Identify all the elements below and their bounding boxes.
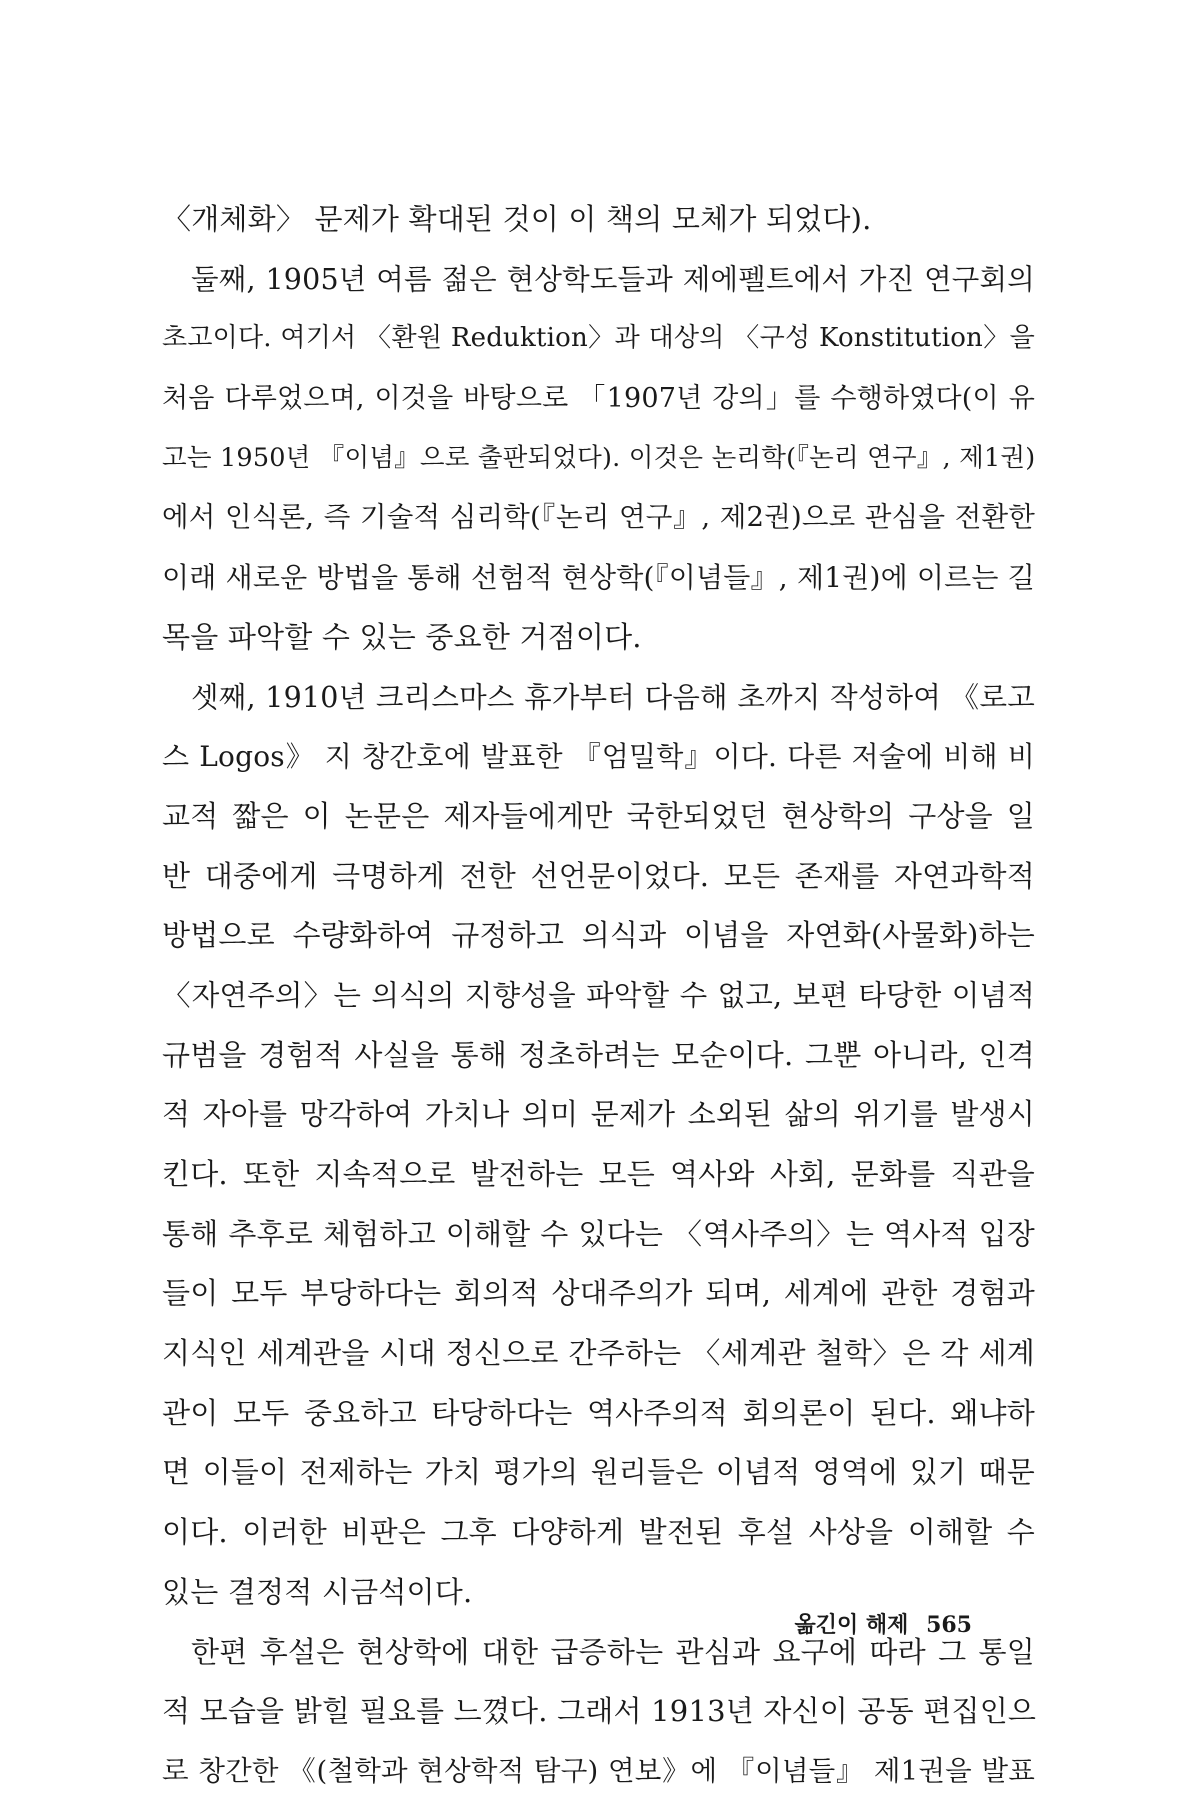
text-line: 둘째, 1905년 여름 젊은 현상학도들과 제에펠트에서 가진 연구회의 — [191, 262, 1035, 296]
text-line: 규범을 경험적 사실을 통해 정초하려는 모순이다. 그뿐 아니라, 인격 — [162, 1037, 1035, 1072]
body-text — [162, 190, 1035, 1802]
text-line: 고는 1950년 『이념』으로 출판되었다). 이것은 논리학(『논리 연구』, 제1권) — [162, 442, 1036, 473]
text-line: 킨다. 또한 지속적으로 발전하는 모든 역사와 사회, 문화를 직관을 — [162, 1157, 1035, 1191]
text-line: 방법으로 수량화하여 규정하고 의식과 이념을 자연화(사물화)하는 — [162, 918, 1035, 953]
text-line: 적 자아를 망각하여 가치나 의미 문제가 소외된 삶의 위기를 발생시 — [162, 1097, 1035, 1132]
text-line: 면 이들이 전제하는 가치 평가의 원리들은 이념적 영역에 있기 때문 — [162, 1455, 1035, 1490]
text-line: 초고이다. 여기서 〈환원 Reduktion〉과 대상의 〈구성 Konstitution〉을 — [162, 323, 1035, 354]
text-line: 에서 인식론, 즉 기술적 심리학(『논리 연구』, 제2권)으로 관심을 전환한 — [162, 501, 1035, 534]
page-number: 565 — [926, 1612, 972, 1638]
text-line: 관이 모두 중요하고 타당하다는 역사주의적 회의론이 된다. 왜냐하 — [162, 1395, 1035, 1430]
text-line: 이래 새로운 방법을 통해 선험적 현상학(『이념들』, 제1권)에 이르는 길 — [162, 561, 1036, 595]
running-title: 옮긴이 해제 — [794, 1612, 909, 1638]
text-line: 스 Logos》 지 창간호에 발표한 『엄밀학』이다. 다른 저술에 비해 비 — [162, 740, 1035, 774]
page-footer — [794, 1608, 972, 1639]
text-line: 적 모습을 밝힐 필요를 느꼈다. 그래서 1913년 자신이 공동 편집인으 — [162, 1694, 1037, 1729]
text-line: 통해 추후로 체험하고 이해할 수 있다는 〈역사주의〉는 역사적 입장 — [162, 1216, 1035, 1251]
text-line: 지식인 세계관을 시대 정신으로 간주하는 〈세계관 철학〉은 각 세계 — [162, 1336, 1035, 1371]
text-line: 반 대중에게 극명하게 전한 선언문이었다. 모든 존재를 자연과학적 — [162, 858, 1035, 893]
text-line: 〈개체화〉 문제가 확대된 것이 이 책의 모체가 되었다). — [162, 202, 872, 236]
text-line: 〈자연주의〉는 의식의 지향성을 파악할 수 없고, 보편 타당한 이념적 — [162, 978, 1035, 1012]
text-line: 로 창간한 《(철학과 현상학적 탐구) 연보》에 『이념들』 제1권을 발표 — [162, 1754, 1035, 1787]
text-line: 이다. 이러한 비판은 그후 다양하게 발전된 후설 사상을 이해할 수 — [162, 1515, 1035, 1550]
text-line: 있는 결정적 시금석이다. — [162, 1574, 473, 1609]
text-line: 한편 후설은 현상학에 대한 급증하는 관심과 요구에 따라 그 통일 — [191, 1634, 1035, 1669]
text-line: 셋째, 1910년 크리스마스 휴가부터 다음해 초까지 작성하여 《로고 — [191, 680, 1035, 714]
text-line: 들이 모두 부당하다는 회의적 상대주의가 되며, 세계에 관한 경험과 — [162, 1276, 1035, 1311]
text-line: 처음 다루었으며, 이것을 바탕으로 「1907년 강의」를 수행하였다(이 유 — [162, 383, 1035, 415]
text-line: 교적 짧은 이 논문은 제자들에게만 국한되었던 현상학의 구상을 일 — [162, 798, 1035, 833]
text-line: 목을 파악할 수 있는 중요한 거점이다. — [162, 619, 642, 654]
